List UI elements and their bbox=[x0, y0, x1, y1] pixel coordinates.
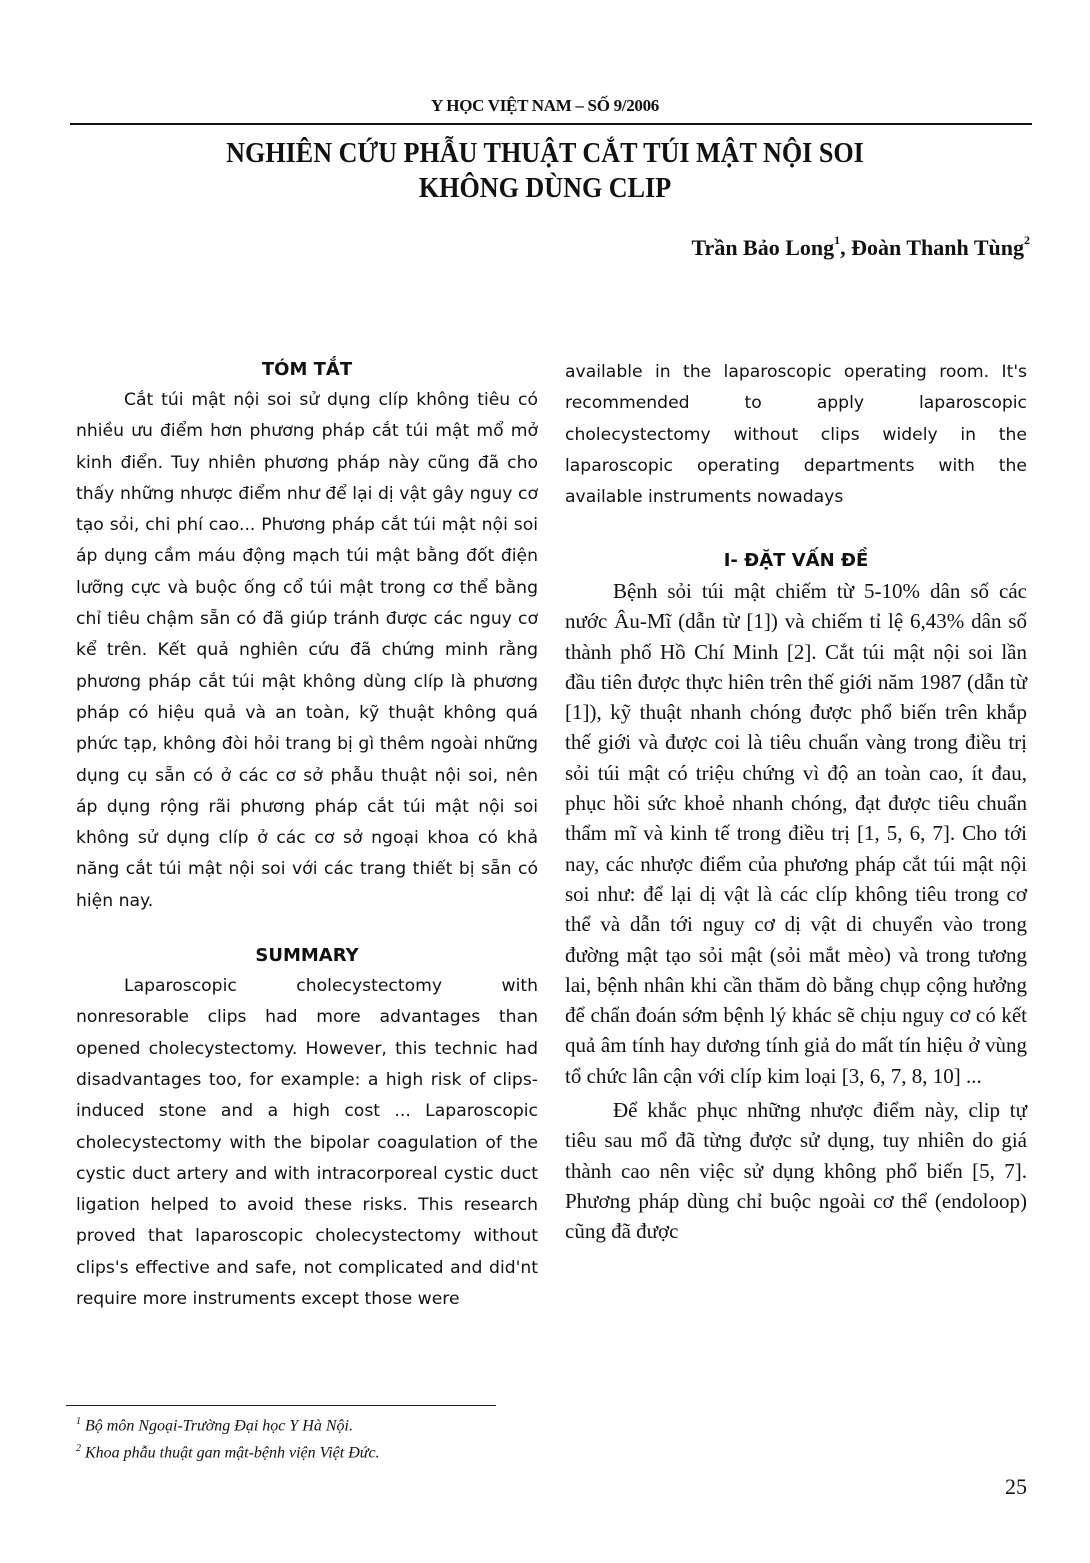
footnote-text: Bộ môn Ngoại-Trường Đại học Y Hà Nội. bbox=[85, 1417, 353, 1435]
abstract-vi-text: Cắt túi mật nội soi sử dụng clíp không tiêu có nhiều ưu điểm hơn phương pháp cắt túi mật mổ mở kinh điển. Tuy nhiên phương pháp này cũng đã cho thấy những nhược điểm như để lại dị vật gây nguy cơ tạo sỏi, chi phí cao... Phương pháp cắt túi mật nội soi áp dụng cầm máu động mạch túi mật bằng đốt điện lưỡng cực và buộc ống cổ túi mật trong cơ thể bằng chỉ tiêu chậm sẵn có đã giúp tránh được các nguy cơ kể trên. Kết quả nghiên cứu đã chứng minh rằng phương pháp cắt túi mật không dùng clíp là phương pháp có hiệu quả và an toàn, kỹ thuật không quá phức tạp, không đòi hỏi trang bị gì thêm ngoài những dụng cụ sẵn có ở các cơ sở phẫu thuật nội soi, nên áp dụng rộng rãi phương pháp cắt túi mật nội soi không sử dụng clíp ở các cơ sở ngoại khoa có khả năng cắt túi mật nội soi với các trang thiết bị sẵn có hiện nay. bbox=[76, 390, 538, 911]
left-column bbox=[76, 355, 538, 1315]
abstract-en-text: Laparoscopic cholecystectomy with nonresorable clips had more advantages than opened cholecystectomy. However, this technic had disadvantages too, for example: a high risk of clips- induced stone and a high cost ... Laparoscopic cholecystectomy with the bipolar coagulation of the cystic duct artery and with intracorporeal cystic duct ligation helped to avoid these risks. This research proved that laparoscopic cholecystectomy without clips's effective and safe, not complicated and did'nt require more instruments except those were bbox=[76, 976, 538, 1310]
section-heading: I- ĐẶT VẤN ĐỀ bbox=[723, 550, 869, 571]
title-line-2: KHÔNG DÙNG CLIP bbox=[418, 172, 672, 204]
title-line-1: NGHIÊN CỨU PHẪU THUẬT CẮT TÚI MẬT NỘI SOI bbox=[226, 137, 864, 169]
running-head: Y HỌC VIỆT NAM – SỐ 9/2006 bbox=[430, 96, 660, 115]
footnote bbox=[76, 1437, 380, 1464]
article-title bbox=[55, 136, 1036, 206]
author-name: Trần Bảo Long bbox=[691, 235, 835, 260]
right-column-abstract-continuation bbox=[565, 357, 1027, 513]
page-number: 25 bbox=[1005, 1474, 1027, 1499]
abstract-vi-heading: TÓM TẮT bbox=[261, 359, 353, 380]
body-paragraph: Để khắc phục những nhược điểm này, clip tự tiêu sau mổ đã từng được sử dụng, tuy nhiên do giá thành cao nên việc sử dụng không phổ biến [5, 7]. Phương pháp dùng chỉ buộc ngoài cơ thể (endoloop) cũng đã được bbox=[565, 1098, 1027, 1244]
author-separator: , bbox=[840, 235, 852, 260]
author-affiliation-mark: 1 bbox=[834, 233, 841, 247]
header-rule bbox=[70, 123, 1032, 125]
author-affiliation-mark: 2 bbox=[1024, 233, 1030, 247]
footnote-mark: 2 bbox=[76, 1443, 81, 1455]
author-list bbox=[692, 235, 1030, 261]
abstract-en-heading: SUMMARY bbox=[255, 945, 359, 967]
spacer bbox=[76, 917, 538, 941]
author-name: Đoàn Thanh Tùng bbox=[851, 235, 1024, 260]
footnote-mark: 1 bbox=[76, 1416, 81, 1427]
footnotes bbox=[76, 1410, 380, 1465]
abstract-en-text-continued: available in the laparoscopic operating room. It's recommended to apply laparoscopic cholecystectomy without clips widely in the laparoscopic operating departments with the available instruments nowadays bbox=[565, 362, 1027, 508]
footnote-rule bbox=[66, 1405, 496, 1406]
body-paragraph: Bệnh sỏi túi mật chiếm từ 5-10% dân số các nước Âu-Mĩ (dẫn từ [1]) và chiếm tỉ lệ 6,43% dân số thành phố Hồ Chí Minh [2]. Cắt túi mật nội soi lần đầu tiên được thực hiên trên thế giới năm 1987 (dẫn từ [1]), kỹ thuật nhanh chóng được phổ biến trên khắp thế giới và được coi là tiêu chuẩn vàng trong điều trị sỏi túi mật có triệu chứng vì độ an toàn cao, ít đau, phục hồi sức khoẻ nhanh chóng, đạt được tiêu chuẩn thẩm mĩ và kinh tế trong điều trị [1, 5, 6, 7]. Cho tới nay, các nhược điểm của phương pháp cắt túi mật nội soi như: để lại dị vật là các clíp không tiêu trong cơ thể và dẫn tới nguy cơ dị vật di chuyển vào trong đường mật tạo sỏi mật (sỏi mắt mèo) và trong tương lai, bệnh nhân khi cần thăm dò bằng chụp cộng hưởng để chẩn đoán sớm bệnh lý khác sẽ chịu nguy cơ có kết quả âm tính hay dương tính giả do mất tín hiệu ở vùng tổ chức lân cận với clíp kim loại [3, 6, 7, 8, 10] ... bbox=[565, 579, 1027, 1088]
right-column-body bbox=[565, 546, 1027, 1247]
footnote bbox=[76, 1410, 380, 1437]
footnote-text: Khoa phẫu thuật gan mật-bệnh viện Việt Đức. bbox=[85, 1444, 380, 1462]
